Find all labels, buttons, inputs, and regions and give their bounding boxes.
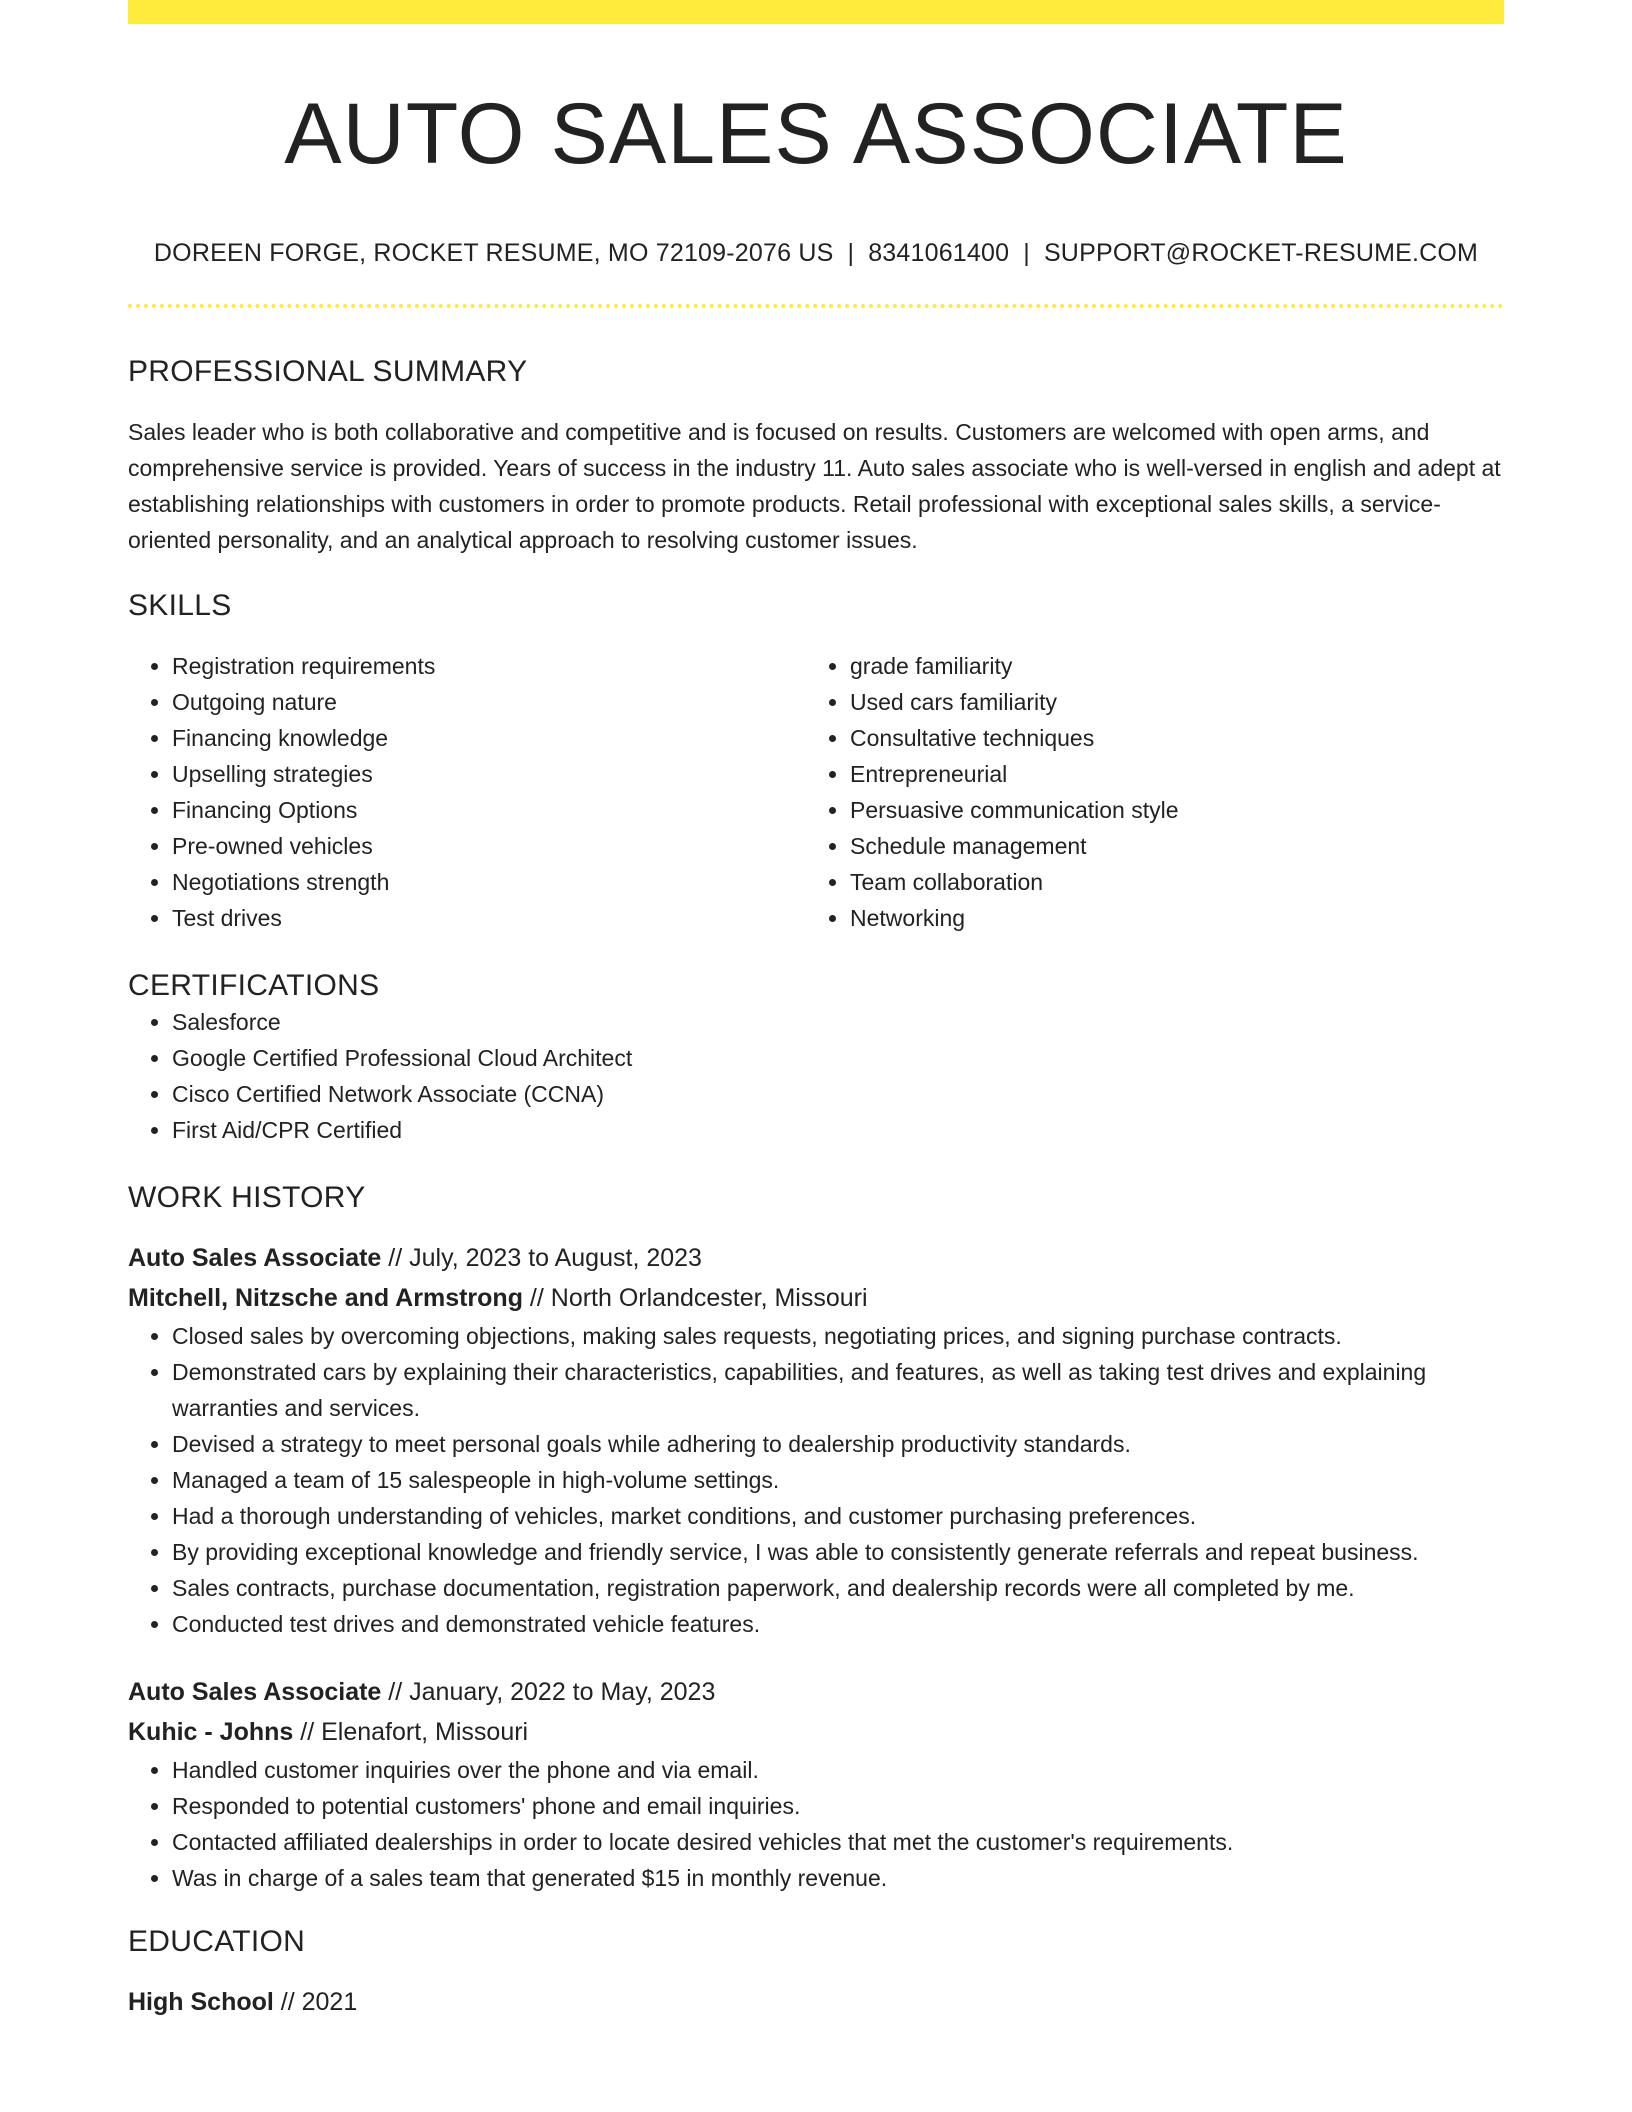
job-company-line (128, 1712, 1504, 1752)
job-bullet: • Demonstrated cars by explaining their characteristics, capabilities, and features, as well as taking test drives and explaining warranties and services. (172, 1354, 1504, 1426)
job-title-line (128, 1672, 1504, 1712)
contact-address: DOREEN FORGE, ROCKET RESUME, MO 72109-2076 US (153, 239, 834, 267)
skill-item: • Consultative techniques (850, 720, 1484, 756)
job-bullet: • Devised a strategy to meet personal goals while adhering to dealership productivity standards. (172, 1426, 1504, 1462)
dotted-divider (128, 304, 1504, 308)
job-bullet: • Contacted affiliated dealerships in order to locate desired vehicles that met the customer's requirements. (172, 1824, 1504, 1860)
skill-item: • Financing knowledge (172, 720, 806, 756)
job-bullet: • Sales contracts, purchase documentation, registration paperwork, and dealership records were all completed by me. (172, 1570, 1504, 1606)
job-company: Mitchell, Nitzsche and Armstrong (128, 1284, 523, 1312)
contact-phone: 8341061400 (868, 239, 1010, 267)
job-entry (128, 1238, 1504, 1642)
job-bullet: • Closed sales by overcoming objections, making sales requests, negotiating prices, and signing purchase contracts. (172, 1318, 1504, 1354)
contact-email: SUPPORT@ROCKET-RESUME.COM (1043, 239, 1479, 267)
skill-item: • Networking (850, 900, 1484, 936)
certification-item: • Google Certified Professional Cloud Architect (172, 1040, 1504, 1076)
skill-item: • Used cars familiarity (850, 684, 1484, 720)
skills-column-right (806, 648, 1484, 936)
certification-item: • First Aid/CPR Certified (172, 1112, 1504, 1148)
resume-title: AUTO SALES ASSOCIATE (284, 86, 1348, 182)
summary-heading: PROFESSIONAL SUMMARY (128, 355, 528, 388)
certifications-heading: CERTIFICATIONS (128, 969, 380, 1002)
education-heading: EDUCATION (128, 1925, 306, 1958)
skill-item: • Upselling strategies (172, 756, 806, 792)
job-bullet: • Managed a team of 15 salespeople in high-volume settings. (172, 1462, 1504, 1498)
work-history-heading: WORK HISTORY (128, 1181, 366, 1214)
job-location: // Elenafort, Missouri (300, 1718, 529, 1746)
job-company-line (128, 1278, 1504, 1318)
skill-item: • Outgoing nature (172, 684, 806, 720)
job-dates: // July, 2023 to August, 2023 (388, 1244, 702, 1272)
job-company: Kuhic - Johns (128, 1718, 294, 1746)
skill-item: • Pre-owned vehicles (172, 828, 806, 864)
skill-item: • Persuasive communication style (850, 792, 1484, 828)
job-title: Auto Sales Associate (128, 1244, 382, 1272)
job-bullets (128, 1752, 1504, 1896)
job-title: Auto Sales Associate (128, 1678, 382, 1706)
skill-item: • Test drives (172, 900, 806, 936)
skills-grid (128, 648, 1504, 936)
skills-column-left (128, 648, 806, 936)
skills-heading: SKILLS (128, 589, 232, 622)
skill-item: • Registration requirements (172, 648, 806, 684)
contact-line (128, 238, 1504, 268)
accent-top-bar (128, 0, 1504, 24)
resume-page (128, 0, 1504, 2022)
skill-item: • Financing Options (172, 792, 806, 828)
certification-item: • Cisco Certified Network Associate (CCNA) (172, 1076, 1504, 1112)
skills-list-left (128, 648, 806, 936)
education-degree: High School (128, 1988, 274, 2016)
contact-separator: | (1023, 239, 1030, 267)
summary-text: Sales leader who is both collaborative and competitive and is focused on results. Customers are welcomed with open arms, and comprehensive service is provided. Years of success in the industry 11. Auto sales associate who is well-versed in english and adept at establishing relationships with customers in order to promote products. Retail professional with exceptional sales skills, a service-oriented personality, and an analytical approach to resolving customer issues. (128, 419, 1501, 553)
contact-separator: | (847, 239, 855, 267)
skill-item: • grade familiarity (850, 648, 1484, 684)
job-location: // North Orlandcester, Missouri (529, 1284, 868, 1312)
job-bullet: • Had a thorough understanding of vehicles, market conditions, and customer purchasing preferences. (172, 1498, 1504, 1534)
job-bullet: • Conducted test drives and demonstrated vehicle features. (172, 1606, 1504, 1642)
skill-item: • Schedule management (850, 828, 1484, 864)
job-entry (128, 1672, 1504, 1896)
job-bullet: • Responded to potential customers' phone and email inquiries. (172, 1788, 1504, 1824)
skill-item: • Entrepreneurial (850, 756, 1484, 792)
skill-item: • Negotiations strength (172, 864, 806, 900)
certifications-list (128, 1004, 1504, 1148)
job-bullet: • Handled customer inquiries over the phone and via email. (172, 1752, 1504, 1788)
skills-list-right (806, 648, 1484, 936)
job-bullet: • By providing exceptional knowledge and friendly service, I was able to consistently generate referrals and repeat business. (172, 1534, 1504, 1570)
skill-item: • Team collaboration (850, 864, 1484, 900)
education-entry (128, 1982, 1504, 2022)
job-title-line (128, 1238, 1504, 1278)
education-year: // 2021 (280, 1988, 358, 2016)
certification-item: • Salesforce (172, 1004, 1504, 1040)
job-bullet: • Was in charge of a sales team that generated $15 in monthly revenue. (172, 1860, 1504, 1896)
job-bullets (128, 1318, 1504, 1642)
job-dates: // January, 2022 to May, 2023 (388, 1678, 716, 1706)
